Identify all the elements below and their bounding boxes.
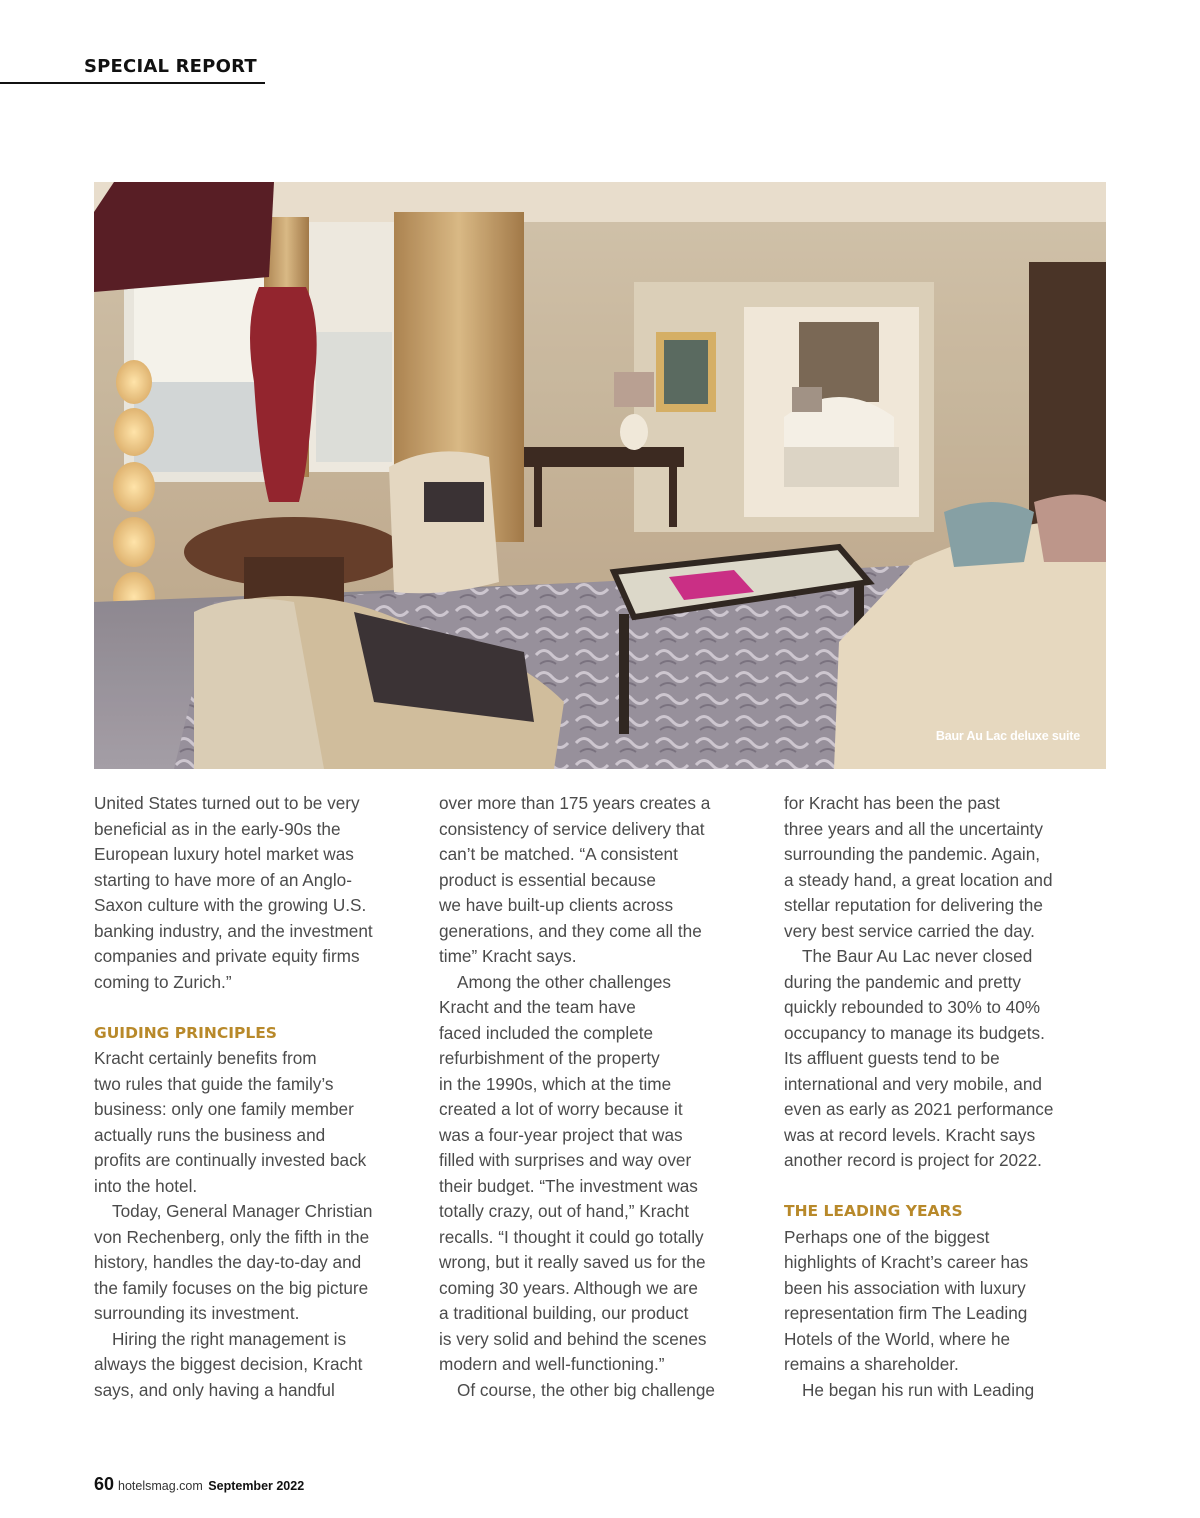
- text-line: in the 1990s, which at the time: [439, 1073, 672, 1094]
- text-line: time” Kracht says.: [439, 946, 577, 966]
- text-line: coming 30 years. Although we are: [439, 1277, 698, 1298]
- text-line: generations, and they come all the: [439, 920, 702, 941]
- text-line: was at record levels. Kracht says: [784, 1124, 1036, 1145]
- text-line: we have built-up clients across: [439, 895, 674, 915]
- text-line: two rules that guide the family’s: [94, 1073, 334, 1094]
- paragraph: [439, 1378, 769, 1404]
- text-line: created a lot of worry because it: [439, 1099, 683, 1119]
- article-column-3: [784, 791, 1114, 1403]
- paragraph: [439, 791, 769, 970]
- text-line: Saxon culture with the growing U.S.: [94, 895, 367, 915]
- text-line: recalls. “I thought it could go totally: [439, 1226, 704, 1247]
- text-line: occupancy to manage its budgets.: [784, 1022, 1045, 1043]
- text-line: was a four-year project that was: [439, 1124, 683, 1145]
- article-column-1: [94, 791, 424, 1403]
- subheading-guiding-principles: GUIDING PRINCIPLES: [94, 1023, 277, 1042]
- text-line: companies and private equity firms: [94, 946, 360, 966]
- hotel-suite-illustration: [94, 182, 1106, 769]
- text-line: history, handles the day-to-day and: [94, 1252, 362, 1272]
- text-line: surrounding its investment.: [94, 1303, 300, 1323]
- text-line: highlights of Kracht’s career has: [784, 1252, 1029, 1272]
- text-line: Hotels of the World, where he: [784, 1328, 1011, 1349]
- text-line: He began his run with Leading: [802, 1379, 1035, 1400]
- text-line: Kracht and the team have: [439, 997, 636, 1017]
- text-line: quickly rebounded to 30% to 40%: [784, 997, 1041, 1017]
- text-line: been his association with luxury: [784, 1277, 1026, 1298]
- paragraph: [439, 970, 769, 1378]
- text-line: consistency of service delivery that: [439, 818, 705, 839]
- text-line: over more than 175 years creates a: [439, 793, 711, 813]
- text-line: modern and well-functioning.”: [439, 1354, 665, 1374]
- text-line: United States turned out to be very: [94, 793, 360, 813]
- text-line: filled with surprises and way over: [439, 1150, 692, 1170]
- footer-site: hotelsmag.com: [118, 1479, 203, 1493]
- paragraph: [94, 1199, 424, 1327]
- text-line: actually runs the business and: [94, 1124, 326, 1145]
- text-line: business: only one family member: [94, 1099, 354, 1119]
- header-rule: [0, 82, 265, 84]
- text-line: von Rechenberg, only the fifth in the: [94, 1226, 370, 1247]
- paragraph-gap: [94, 995, 424, 1021]
- text-line: into the hotel.: [94, 1175, 198, 1196]
- footer-issue-date: September 2022: [208, 1479, 305, 1493]
- text-line: during the pandemic and pretty: [784, 971, 1021, 992]
- paragraph: [94, 791, 424, 995]
- text-line: for Kracht has been the past: [784, 793, 1000, 813]
- text-line: remains a shareholder.: [784, 1354, 959, 1374]
- paragraph: [94, 1046, 424, 1199]
- text-line: says, and only having a handful: [94, 1379, 335, 1400]
- text-line: banking industry, and the investment: [94, 920, 373, 941]
- text-line: Of course, the other big challenge: [457, 1379, 715, 1400]
- text-line: a steady hand, a great location and: [784, 869, 1053, 890]
- text-line: another record is project for 2022.: [784, 1150, 1042, 1170]
- text-line: coming to Zurich.”: [94, 971, 232, 992]
- paragraph: [784, 1378, 1114, 1404]
- photo-caption: Baur Au Lac deluxe suite: [935, 729, 1080, 743]
- text-line: refurbishment of the property: [439, 1048, 660, 1068]
- text-line: profits are continually invested back: [94, 1150, 367, 1170]
- text-line: beneficial as in the early-90s the: [94, 818, 341, 839]
- text-line: surrounding the pandemic. Again,: [784, 844, 1041, 864]
- paragraph: [784, 1225, 1114, 1378]
- text-line: international and very mobile, and: [784, 1073, 1042, 1094]
- text-line: European luxury hotel market was: [94, 844, 354, 864]
- hotel-suite-photo: [94, 182, 1106, 769]
- text-line: Today, General Manager Christian: [112, 1201, 373, 1221]
- text-line: representation firm The Leading: [784, 1303, 1028, 1323]
- subheading-the-leading-years: THE LEADING YEARS: [784, 1202, 963, 1220]
- article-column-2: [439, 791, 769, 1403]
- text-line: three years and all the uncertainty: [784, 818, 1043, 839]
- text-line: Hiring the right management is: [112, 1328, 347, 1349]
- paragraph-gap: [784, 1174, 1114, 1200]
- paragraph: [784, 791, 1114, 944]
- text-line: even as early as 2021 performance: [784, 1099, 1054, 1119]
- text-line: very best service carried the day.: [784, 920, 1035, 941]
- paragraph: [94, 1327, 424, 1404]
- text-line: Among the other challenges: [457, 971, 672, 992]
- text-line: totally crazy, out of hand,” Kracht: [439, 1201, 689, 1221]
- section-label: SPECIAL REPORT: [84, 56, 257, 77]
- text-line: a traditional building, our product: [439, 1303, 689, 1323]
- text-line: is very solid and behind the scenes: [439, 1328, 707, 1349]
- page-number: 60: [94, 1474, 115, 1494]
- text-line: Kracht certainly benefits from: [94, 1048, 317, 1068]
- text-line: always the biggest decision, Kracht: [94, 1354, 363, 1374]
- text-line: starting to have more of an Anglo-: [94, 869, 352, 890]
- text-line: stellar reputation for delivering the: [784, 895, 1043, 915]
- text-line: can’t be matched. “A consistent: [439, 844, 678, 864]
- page-footer: [94, 1474, 304, 1495]
- text-line: Perhaps one of the biggest: [784, 1226, 990, 1247]
- text-line: faced included the complete: [439, 1022, 654, 1043]
- text-line: The Baur Au Lac never closed: [802, 946, 1033, 966]
- text-line: wrong, but it really saved us for the: [439, 1252, 706, 1272]
- text-line: product is essential because: [439, 869, 656, 890]
- paragraph: [784, 944, 1114, 1174]
- text-line: the family focuses on the big picture: [94, 1277, 369, 1298]
- text-line: Its affluent guests tend to be: [784, 1048, 1000, 1068]
- text-line: their budget. “The investment was: [439, 1175, 698, 1196]
